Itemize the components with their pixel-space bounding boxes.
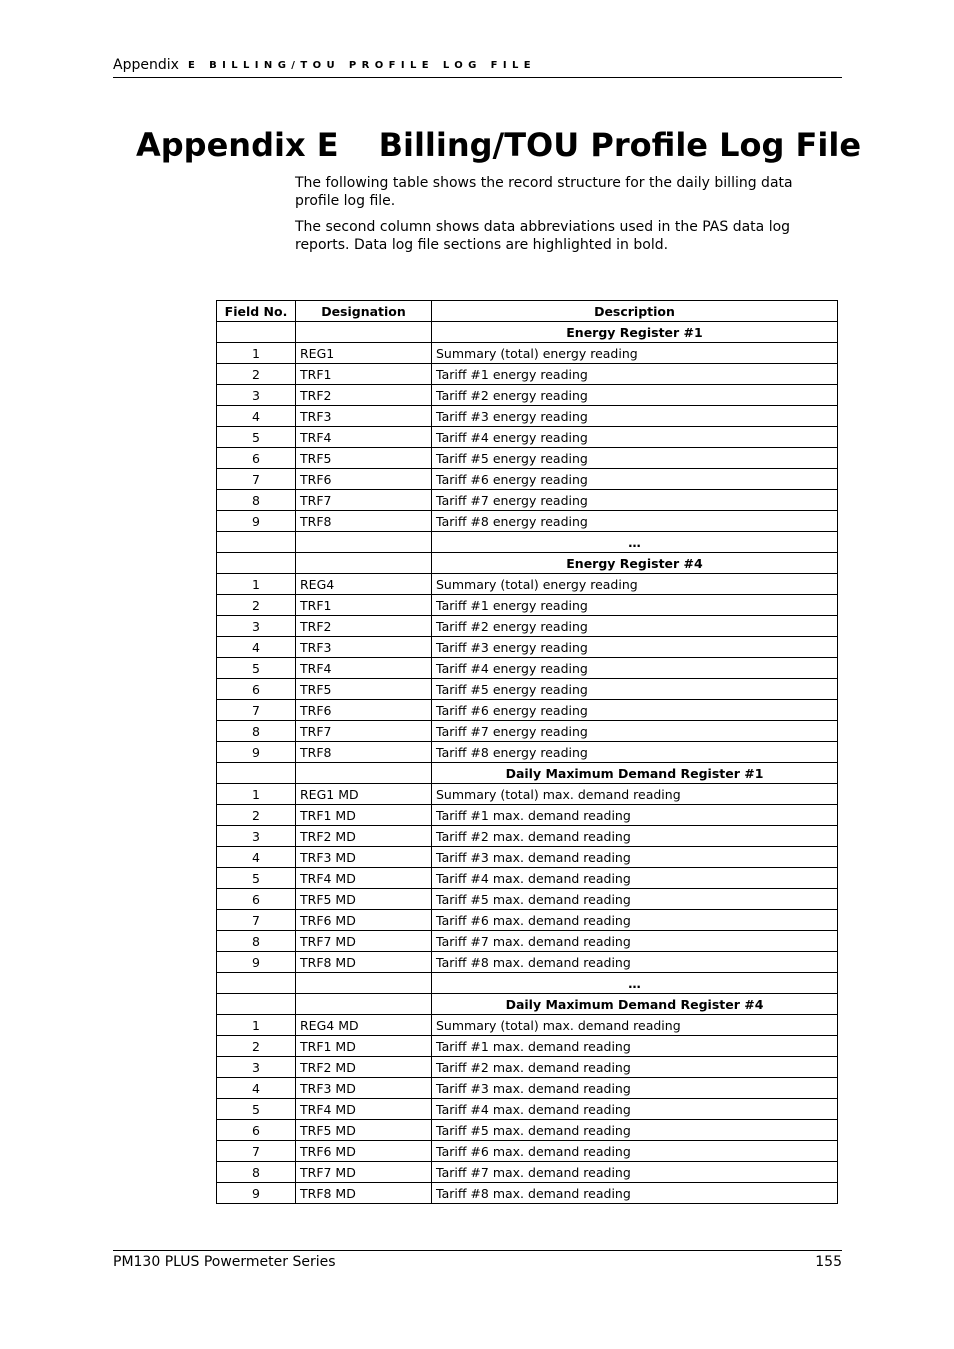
field-number-cell: 6	[217, 679, 296, 700]
description-cell: Tariff #1 energy reading	[432, 364, 838, 385]
table-row	[217, 1036, 838, 1057]
description-cell: Tariff #2 energy reading	[432, 385, 838, 406]
field-number-cell: 4	[217, 406, 296, 427]
section-row	[217, 763, 838, 784]
description-cell: Tariff #3 energy reading	[432, 637, 838, 658]
description-cell: Tariff #2 max. demand reading	[432, 826, 838, 847]
field-number-cell: 3	[217, 1057, 296, 1078]
appendix-title: Billing/TOU Profile Log File	[378, 126, 862, 164]
intro-paragraph-1: The following table shows the record structure for the daily billing data profile log file.	[295, 175, 793, 209]
description-cell: Summary (total) max. demand reading	[432, 1015, 838, 1036]
table-row	[217, 595, 838, 616]
designation-cell: TRF3	[296, 406, 432, 427]
designation-cell: TRF2	[296, 385, 432, 406]
description-cell: Tariff #7 max. demand reading	[432, 931, 838, 952]
designation-cell: TRF2 MD	[296, 826, 432, 847]
table-body	[217, 322, 838, 1204]
table-row	[217, 889, 838, 910]
empty-cell	[217, 322, 296, 343]
table-row	[217, 658, 838, 679]
designation-cell: REG1	[296, 343, 432, 364]
table-row	[217, 1099, 838, 1120]
empty-cell	[217, 763, 296, 784]
description-cell: Tariff #5 energy reading	[432, 679, 838, 700]
table-row	[217, 469, 838, 490]
page-number: 155	[815, 1254, 842, 1270]
field-number-cell: 2	[217, 805, 296, 826]
description-cell: Tariff #8 energy reading	[432, 511, 838, 532]
appendix-label: Appendix E	[136, 126, 339, 164]
page-title	[136, 126, 861, 164]
description-cell: Tariff #8 energy reading	[432, 742, 838, 763]
empty-cell	[217, 994, 296, 1015]
field-number-cell: 3	[217, 385, 296, 406]
description-cell: Tariff #2 energy reading	[432, 616, 838, 637]
description-cell: Tariff #1 max. demand reading	[432, 805, 838, 826]
table-row	[217, 1120, 838, 1141]
table-row	[217, 679, 838, 700]
table-row	[217, 511, 838, 532]
empty-cell	[296, 973, 432, 994]
table-row	[217, 700, 838, 721]
field-number-cell: 6	[217, 1120, 296, 1141]
designation-cell: REG4 MD	[296, 1015, 432, 1036]
designation-cell: TRF8 MD	[296, 1183, 432, 1204]
section-row	[217, 532, 838, 553]
empty-cell	[217, 532, 296, 553]
designation-cell: TRF7	[296, 490, 432, 511]
description-cell: Tariff #7 max. demand reading	[432, 1162, 838, 1183]
designation-cell: TRF1 MD	[296, 805, 432, 826]
description-cell: Tariff #6 energy reading	[432, 700, 838, 721]
designation-cell: TRF1 MD	[296, 1036, 432, 1057]
empty-cell	[217, 973, 296, 994]
field-number-cell: 9	[217, 952, 296, 973]
field-number-cell: 4	[217, 847, 296, 868]
field-number-cell: 5	[217, 868, 296, 889]
designation-cell: TRF1	[296, 595, 432, 616]
field-number-cell: 3	[217, 616, 296, 637]
designation-cell: TRF5	[296, 679, 432, 700]
table-header-row	[217, 301, 838, 322]
description-cell: Tariff #1 max. demand reading	[432, 1036, 838, 1057]
description-cell: Tariff #4 energy reading	[432, 658, 838, 679]
designation-cell: TRF8 MD	[296, 952, 432, 973]
field-number-cell: 1	[217, 574, 296, 595]
table-row	[217, 826, 838, 847]
section-row	[217, 322, 838, 343]
section-heading-cell: Energy Register #4	[432, 553, 838, 574]
description-cell: Tariff #7 energy reading	[432, 721, 838, 742]
description-cell: Tariff #3 max. demand reading	[432, 847, 838, 868]
description-cell: Summary (total) max. demand reading	[432, 784, 838, 805]
description-cell: Tariff #4 energy reading	[432, 427, 838, 448]
table-row	[217, 637, 838, 658]
table-row	[217, 427, 838, 448]
description-cell: Tariff #4 max. demand reading	[432, 868, 838, 889]
designation-cell: TRF3	[296, 637, 432, 658]
designation-cell: TRF8	[296, 742, 432, 763]
field-number-cell: 4	[217, 1078, 296, 1099]
table-row	[217, 910, 838, 931]
empty-cell	[296, 532, 432, 553]
designation-cell: TRF5 MD	[296, 889, 432, 910]
designation-cell: TRF3 MD	[296, 1078, 432, 1099]
description-cell: Tariff #3 max. demand reading	[432, 1078, 838, 1099]
designation-cell: TRF6 MD	[296, 910, 432, 931]
field-number-cell: 6	[217, 889, 296, 910]
designation-cell: TRF2 MD	[296, 1057, 432, 1078]
table-row	[217, 1162, 838, 1183]
field-number-cell: 1	[217, 1015, 296, 1036]
field-number-cell: 5	[217, 427, 296, 448]
section-heading-cell: Daily Maximum Demand Register #4	[432, 994, 838, 1015]
field-number-cell: 7	[217, 469, 296, 490]
table-row	[217, 1015, 838, 1036]
description-cell: Tariff #4 max. demand reading	[432, 1099, 838, 1120]
page-footer	[113, 1250, 842, 1270]
empty-cell	[296, 994, 432, 1015]
field-number-cell: 8	[217, 490, 296, 511]
empty-cell	[296, 553, 432, 574]
field-number-cell: 8	[217, 721, 296, 742]
designation-cell: TRF5 MD	[296, 1120, 432, 1141]
column-header-field-no: Field No.	[217, 301, 296, 322]
section-row	[217, 994, 838, 1015]
footer-product-title: PM130 PLUS Powermeter Series	[113, 1254, 336, 1270]
column-header-designation: Designation	[296, 301, 432, 322]
table-row	[217, 406, 838, 427]
designation-cell: TRF6	[296, 469, 432, 490]
field-number-cell: 8	[217, 1162, 296, 1183]
field-number-cell: 9	[217, 511, 296, 532]
field-number-cell: 4	[217, 637, 296, 658]
field-number-cell: 3	[217, 826, 296, 847]
field-number-cell: 5	[217, 658, 296, 679]
designation-cell: TRF7 MD	[296, 1162, 432, 1183]
table-row	[217, 784, 838, 805]
table-row	[217, 952, 838, 973]
table-row	[217, 1078, 838, 1099]
empty-cell	[296, 763, 432, 784]
field-number-cell: 7	[217, 700, 296, 721]
description-cell: Tariff #5 energy reading	[432, 448, 838, 469]
description-cell: Tariff #5 max. demand reading	[432, 889, 838, 910]
table-row	[217, 343, 838, 364]
field-number-cell: 2	[217, 1036, 296, 1057]
designation-cell: TRF6 MD	[296, 1141, 432, 1162]
column-header-description: Description	[432, 301, 838, 322]
table-row	[217, 364, 838, 385]
empty-cell	[217, 553, 296, 574]
field-number-cell: 8	[217, 931, 296, 952]
field-number-cell: 9	[217, 742, 296, 763]
designation-cell: TRF4	[296, 658, 432, 679]
table-row	[217, 847, 838, 868]
header-section: Appendix	[113, 57, 179, 73]
description-cell: Tariff #8 max. demand reading	[432, 952, 838, 973]
table-row	[217, 931, 838, 952]
designation-cell: TRF6	[296, 700, 432, 721]
designation-cell: REG4	[296, 574, 432, 595]
section-heading-cell: Energy Register #1	[432, 322, 838, 343]
designation-cell: TRF7 MD	[296, 931, 432, 952]
header-chapter-title: E BILLING/TOU PROFILE LOG FILE	[188, 60, 537, 71]
designation-cell: TRF1	[296, 364, 432, 385]
section-heading-cell: Daily Maximum Demand Register #1	[432, 763, 838, 784]
table-row	[217, 385, 838, 406]
designation-cell: TRF2	[296, 616, 432, 637]
table-row	[217, 742, 838, 763]
field-number-cell: 1	[217, 343, 296, 364]
section-row	[217, 553, 838, 574]
table-row	[217, 1183, 838, 1204]
table-row	[217, 574, 838, 595]
description-cell: Tariff #5 max. demand reading	[432, 1120, 838, 1141]
description-cell: Tariff #1 energy reading	[432, 595, 838, 616]
section-heading-cell: …	[432, 532, 838, 553]
field-number-cell: 9	[217, 1183, 296, 1204]
field-number-cell: 6	[217, 448, 296, 469]
designation-cell: TRF4	[296, 427, 432, 448]
description-cell: Tariff #8 max. demand reading	[432, 1183, 838, 1204]
designation-cell: TRF8	[296, 511, 432, 532]
intro-paragraph-2: The second column shows data abbreviations used in the PAS data log reports. Data log file sections are highlighted in bold.	[295, 219, 791, 253]
description-cell: Tariff #2 max. demand reading	[432, 1057, 838, 1078]
field-number-cell: 7	[217, 1141, 296, 1162]
table-row	[217, 1057, 838, 1078]
designation-cell: REG1 MD	[296, 784, 432, 805]
table-row	[217, 1141, 838, 1162]
field-number-cell: 2	[217, 595, 296, 616]
table-row	[217, 616, 838, 637]
section-row	[217, 973, 838, 994]
table-row	[217, 721, 838, 742]
description-cell: Tariff #6 energy reading	[432, 469, 838, 490]
table-row	[217, 490, 838, 511]
intro-text	[295, 175, 835, 263]
field-number-cell: 5	[217, 1099, 296, 1120]
designation-cell: TRF4 MD	[296, 868, 432, 889]
empty-cell	[296, 322, 432, 343]
description-cell: Tariff #6 max. demand reading	[432, 910, 838, 931]
description-cell: Summary (total) energy reading	[432, 343, 838, 364]
field-number-cell: 7	[217, 910, 296, 931]
running-header	[113, 56, 842, 78]
field-number-cell: 1	[217, 784, 296, 805]
record-structure-table	[216, 300, 838, 1204]
table-row	[217, 868, 838, 889]
designation-cell: TRF4 MD	[296, 1099, 432, 1120]
field-number-cell: 2	[217, 364, 296, 385]
description-cell: Tariff #7 energy reading	[432, 490, 838, 511]
description-cell: Tariff #6 max. demand reading	[432, 1141, 838, 1162]
description-cell: Summary (total) energy reading	[432, 574, 838, 595]
table-row	[217, 805, 838, 826]
designation-cell: TRF5	[296, 448, 432, 469]
description-cell: Tariff #3 energy reading	[432, 406, 838, 427]
table-row	[217, 448, 838, 469]
designation-cell: TRF3 MD	[296, 847, 432, 868]
designation-cell: TRF7	[296, 721, 432, 742]
section-heading-cell: …	[432, 973, 838, 994]
